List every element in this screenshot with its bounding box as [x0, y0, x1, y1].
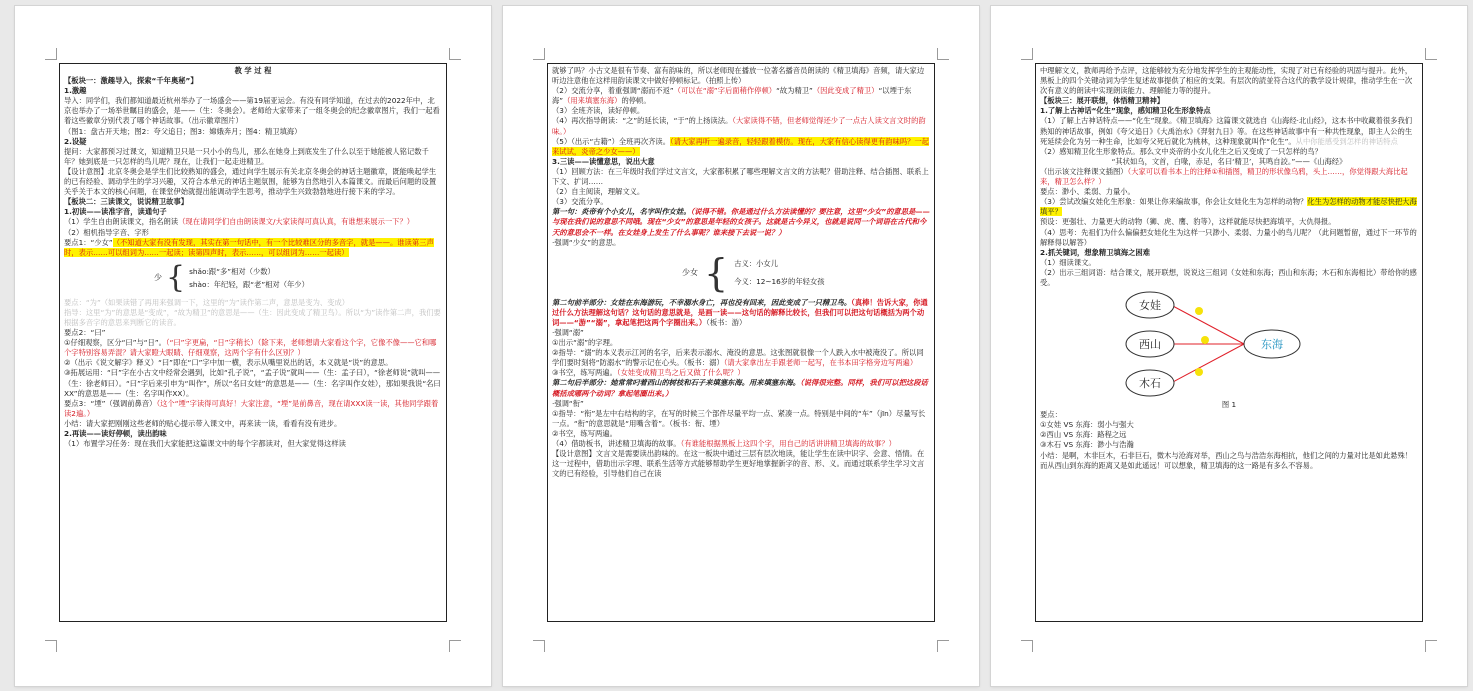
- gray-text: 从中你能感受到怎样的神话特点: [1295, 136, 1398, 146]
- text: “以堙于东海”: [552, 86, 912, 106]
- text: （3）尝试改编女娃化生形象：如果让你来编故事，你会让女娃化生为怎样的动物？: [1040, 197, 1308, 207]
- paragraph: 中理解文义，教师再给予点评，这能够较为充分地发挥学生的主观能动性，实现了对已有经验的巩固与提升。此外，黑板上的四个关键动词为学生复述故事提供了相应的支架。有层次的読並符合这代的教学设计规律，推动学生在一次次有意义的朗读中实现朗读能力、理解能力等的提升。: [1040, 66, 1413, 96]
- paragraph: [64, 238, 442, 258]
- paragraph: 指导：这里“为”的意思是“变成”，“故为精卫”的意思是——（生：因此变成了精卫鸟）。所以“为”读作第二声，我们要根据多音字的意思来判断它的读音。: [64, 307, 441, 327]
- figure-caption: 图 1: [1221, 400, 1237, 410]
- red-text: （“曰”字更扁，“日”字稍长）（除下来，老师想请大家看这个字，它像不像——它和哪个字特别容易弄混？请大家瞪大眼睛、仔细观察，这两个字有什么区别？）: [64, 338, 437, 358]
- subheading: 2.再读——读好停顿，读出韵味: [64, 429, 167, 438]
- red-text: （说得不错。你是通过什么方法读懂的？要注意，这里“少女”的意思是——与现在我们说的意思不同哦。现在“少女”的意思是年轻的女孩子。这就是古今异义，也就是说同一个词语在古代和今天的意思会不一样。在女娃身上发生了什么事呢？谁来接下去说一说？）: [552, 207, 930, 237]
- paragraph: [552, 137, 930, 157]
- bold-italic-text: 第二句后半部分：她常常叼着西山的树枝和石子来填塞东海。用来填塞东海。: [552, 378, 801, 388]
- text: （2）交流分享，着重强调“溺而不返”: [552, 86, 674, 96]
- paragraph: [552, 298, 930, 328]
- bracket-option: 古义：小女儿: [734, 258, 778, 268]
- paragraph: 【设计意图】文言文是需要读出韵味的。在这一板块中通过三层有层次地读，能让学生在读中识字、会意、悟情。在这一过程中，借助出示字理、联系生活等方式能够帮助学生更好地掌握新字的音、形、义。而通过联系学生学习文言文的已有经验，引导他们自己在读: [552, 449, 925, 479]
- subheading: 1.初读——读准字音，读通句子: [64, 207, 167, 217]
- section-heading: 【板块一：激趣导入，探索“千年奥秘”】: [64, 76, 198, 86]
- paragraph: [1040, 167, 1418, 187]
- table-cell[interactable]: [1035, 63, 1423, 622]
- red-text: （大家读得不错，但老师觉得还少了一点古人读文言文时的韵味。）: [552, 116, 926, 136]
- highlighted-text: （不知道大家有没有发现，其实在第一句话中，有一个比较难区分的多音字，就是——。谁读第三声时，表示……可以组词为……一起读；读第四声时，表示……，可以组词为……一起读）: [64, 237, 434, 257]
- red-text: （真棒！告诉大家，你通过什么方法理解这句话？这句话的意思就是，是画一读——这句话的解释比较长，但我们可以把这句话概括为两个动词——“游”“溺”，拿起笔把这两个字圈出来。）: [552, 297, 928, 327]
- red-text: （现在请同学们自由朗读课文/大家读得可真认真，有谁想来展示一下？）: [178, 217, 415, 227]
- crop-mark: [937, 48, 949, 60]
- paragraph: [1040, 197, 1418, 217]
- red-text: （可以在“溺”字后面稍作停顿）: [673, 86, 777, 96]
- sun-dot-icon: [1195, 307, 1203, 315]
- pronunciation-bracket: [64, 258, 442, 298]
- paragraph: （3）交流分享。: [552, 197, 608, 207]
- brace-icon: {: [704, 250, 729, 295]
- paragraph: [552, 116, 930, 136]
- paragraph: [552, 368, 930, 378]
- crop-mark: [1021, 640, 1033, 652]
- paragraph: ①女娃 VS 东海：弱小与强大: [1040, 420, 1134, 430]
- paragraph: [552, 86, 930, 106]
- crop-mark: [449, 640, 461, 652]
- text: 要点3：“堙”（强调前鼻音）: [64, 398, 157, 408]
- paragraph: [552, 439, 930, 449]
- paragraph: 导入：同学们，我们都知道最近杭州举办了一场盛会——第19届亚运会。有没有同学知道，在过去的2022年中，北京也举办了一场举世瞩目的盛会，是——（生：冬奥会）。老师给大家带来了一组冬奥会的纪念徽章图片，我们一起看着这些徽章分别代表了哪个神话故事。（出示徽章图片）: [64, 96, 440, 126]
- paragraph: [64, 338, 442, 358]
- subheading: 1.了解上古神话“化生”现象，感知精卫化生形象特点: [1040, 106, 1211, 116]
- quote: “其状如乌，文首，白喙，赤足，名曰‘精卫’，其鸣自詨。”——《山海经》: [1111, 156, 1347, 166]
- document-page-1: [15, 6, 491, 686]
- crop-mark: [533, 48, 545, 60]
- paragraph: （1）布置学习任务：现在我们大家能把这篇课文中的每个字都读对，但大家觉得这样读: [64, 439, 346, 449]
- paragraph: [1040, 116, 1418, 146]
- red-text: （有谁能根据黑板上这四个字，用自己的话讲讲精卫填海的故事？）: [680, 439, 896, 448]
- paragraph: [552, 207, 930, 237]
- paragraph: 预设：更强壮、力量更大的动物（狮、虎、鹰、豹等），这样就能尽快把海填平，大仇得报。: [1040, 217, 1336, 227]
- paragraph: 【设计意图】北京冬奥会是学生们比较熟知的盛会，通过向学生展示有关北京冬奥会的神话主题徽章，既能唤起学生的已有经验、调动学生的学习兴趣，又符合本单元的神话主题氛围，能够为自然地引入本篇课文。而最后问题的设置关乎关于本文的核心问题，在课堂伊始就提出能调动学生思考，推动学生兴致勃勃地进行接下来的学习。: [64, 166, 437, 197]
- table-cell[interactable]: [59, 63, 447, 622]
- crop-mark: [45, 640, 57, 652]
- paragraph: 要点：“为”（如果读错了再用来强调一下，这里的“为”读作第二声，意思是变为、变成）: [64, 297, 350, 307]
- subheading: 2.设疑: [64, 136, 87, 146]
- crop-mark: [1425, 48, 1437, 60]
- paragraph: 要点：: [1040, 410, 1062, 420]
- red-text: （因此变成了精卫）: [812, 86, 879, 96]
- paragraph: 小结：请大家把刚刚这些老师的贴心提示带入课文中，再来读一读，看看有没有进步。: [64, 418, 342, 428]
- subheading: 3.三读——读懂意思，说出大意: [552, 156, 655, 166]
- paragraph: ③拓展运用：“曰”字在小古文中经常会遇到，比如“孔子说”，“孟子说”就叫——（生：孟子曰），“徐老师说”就叫——（生：徐老师曰）。“曰”字后来引申为“叫作”，所以“名曰女娃”的意思是——（生：名字叫作女娃），那如果我说“名曰XX”的意思是——（生：名字叫作XX）。: [64, 368, 441, 398]
- node-label: 木石: [1139, 377, 1161, 391]
- paragraph: ②西山 VS 东海：路程之远: [1040, 430, 1127, 440]
- text: （板书：游）: [706, 317, 747, 327]
- text: （1）学生自由朗读课文，指名朗读: [64, 217, 179, 227]
- paragraph: 提问：大家都预习过课文，知道精卫只是一只小小的鸟儿，那么在她身上到底发生了什么以至于她能被人铭记数千年？她到底是一只怎样的鸟儿呢？现在，让我们一起走进精卫。: [64, 146, 429, 166]
- bracket-option: shǎo:跟“多”相对（少数）: [189, 266, 275, 276]
- paragraph: （1）细读课文。: [1040, 257, 1096, 267]
- text: （1）了解上古神话特点——“化生”现象。《精卫填海》这篇课文就选自《山海经·北山经》，这本书中收藏着很多我们熟知的神话故事，例如《夸父追日》《大禹治水》《羿射九日》等。在这些神话故事中有一种共性现象，即主人公的生死延续会化为另一种生命，比如夸父死后就化为桃林，这种现象就叫作“化生”。: [1040, 116, 1413, 146]
- paragraph: [552, 378, 930, 398]
- crop-mark: [1425, 640, 1437, 652]
- paragraph: 就够了吗？小古文是很有节奏、富有韵味的，所以老师现在播放一位著名播音员朗读的《精卫填海》音频，请大家边听边注意他在这样用韵读课文中做好停顿标记。（拍照上传）: [552, 66, 925, 86]
- paragraph: [64, 399, 442, 419]
- crop-mark: [45, 48, 57, 60]
- text: （出示该文注释课文插图）: [1040, 166, 1128, 176]
- table-cell[interactable]: [547, 63, 935, 622]
- text: ③书空，练写两遍。: [552, 368, 617, 378]
- crop-mark: [937, 640, 949, 652]
- paragraph: ②（出示《说文解字》释义）“曰”即在“口”字中加一横，表示从嘴里说出的话，本义就是“说”的意思。: [64, 358, 393, 368]
- bracket-option: 今义：12~16岁的年轻女孩: [734, 276, 825, 286]
- paragraph: （2）相机指导字音、字形: [64, 227, 149, 237]
- paragraph: [552, 348, 930, 368]
- section-heading: 【板块三：展开联想，体悟精卫精神】: [1040, 96, 1165, 106]
- node-label: 女娃: [1139, 299, 1161, 313]
- red-text: （大家可以看书本上的注释①和插图，精卫的形状像乌鸦，头上……，你觉得跟大海比起来，精卫怎么样？）: [1040, 166, 1408, 187]
- paragraph: （3）全班齐读，读好停顿。: [552, 106, 645, 116]
- text: （5）（出示“古籍”）全班再次齐读。: [552, 136, 671, 146]
- paragraph: ·强调“溺”: [552, 327, 584, 337]
- paragraph: （2）出示三组词语：结合课文，展开联想，说说这三组词（女娃和东海；西山和东海；木石和东海相比）带给你的感受。: [1040, 267, 1417, 287]
- highlighted-text: （请大家再听一遍录音，轻轻跟着模仿。现在，大家有信心读得更有韵味吗？一起来试试，炎帝之少女——）: [552, 136, 930, 156]
- red-text: （女娃变成精卫鸟之后又做了什么呢？）: [616, 368, 745, 378]
- paragraph: ②书空，练写两遍。: [552, 428, 617, 438]
- paragraph: ①出示“溺”的字理。: [552, 338, 618, 348]
- document-page-3: [991, 6, 1467, 686]
- crop-mark: [449, 48, 461, 60]
- paragraph: （1）回顾方法：在三年级时我们学过文言文，大家都积累了哪些理解文言文的方法呢？借助注释、结合插图、联系上下文、扩词……: [552, 166, 929, 187]
- paragraph: 要点：渺小、柔弱、力量小。: [1040, 187, 1135, 197]
- red-text: （请大家拿出左手跟老师一起写，在书本田字格旁边写两遍）: [723, 358, 918, 368]
- paragraph: （2）感知精卫化生形象特点。那么文中炎帝的小女儿化生之后又变成了一只怎样的鸟？: [1040, 146, 1322, 156]
- section-heading: 【板块二：三读课文，说说精卫故事】: [64, 197, 189, 207]
- paragraph: ·强调“衔”: [552, 398, 584, 408]
- bold-italic-text: 第一句：炎帝有个小女儿，名字叫作女娃。: [552, 207, 691, 217]
- document-page-2: [503, 6, 979, 686]
- text: “故为精卫”: [776, 86, 813, 96]
- paragraph: （4）思考：先祖们为什么偏偏把女娃化生为这样一只渺小、柔弱、力量小的鸟儿呢？（此问题暂留，通过下一环节的解释得以解答）: [1040, 227, 1417, 247]
- paragraph: 要点2：“曰”: [64, 328, 106, 338]
- bracket-option: shào：年纪轻，跟“老”相对（年少）: [189, 279, 309, 289]
- contrast-diagram: [1040, 288, 1418, 400]
- node-label: 西山: [1139, 338, 1161, 352]
- bold-italic-text: 第二句前半部分：女娃在东海游玩，不幸溺水身亡，再也没有回来，因此变成了一只精卫鸟。: [552, 297, 852, 307]
- subheading: 1.激趣: [64, 86, 87, 96]
- diagram-svg: [1040, 288, 1418, 400]
- paragraph: ①指导：“衔”是左中右结构的字，在写的时候三个部件尽量平均一点、紧凑一点。特别是中间的“车”（jīn）尽量写长一点。“衔”的意思就是“用嘴含着”。（板书：衔、堙）: [552, 408, 926, 428]
- sun-dot-icon: [1195, 368, 1203, 376]
- connector-line: [1171, 344, 1244, 383]
- paragraph: [64, 217, 442, 227]
- red-text: （用来填塞东海）: [563, 96, 622, 106]
- subheading: 2.抓关键词，想象精卫填海之困难: [1040, 247, 1151, 257]
- paragraph: （图1：盘古开天地；图2：夸父追日；图3：嫦娥奔月；图4：精卫填海）: [64, 126, 302, 136]
- red-text: （这个“堙”字读得可真好！大家注意，“堙”是前鼻音，现在请XXX读一读，其他同学跟着读2遍。）: [64, 398, 439, 418]
- text: （4）再次指导朗读：“之”的延长读，“于”的上扬读法。: [552, 116, 733, 126]
- bracket-key: 少: [154, 272, 162, 282]
- text: 的停顿。: [621, 96, 651, 106]
- meaning-bracket: [552, 248, 930, 298]
- bracket-key: 少女: [682, 267, 698, 277]
- paragraph: ③木石 VS 东海：渺小与浩瀚: [1040, 440, 1134, 450]
- crop-mark: [1021, 48, 1033, 60]
- highlighted-text: 化生为怎样的动物才能尽快把大海填平？: [1040, 197, 1417, 217]
- text: ②指导：“溺”的本义表示江河的名字，后来表示溺水、淹没的意思。这张图就很像一个人跌入水中被淹没了。所以同学们要时刻将“防溺水”的警示记在心头。（板书：溺）: [552, 348, 924, 368]
- red-text: （说得很完整。同样，我们可以把这段话概括成哪两个动词？拿起笔圈出来。）: [552, 378, 928, 398]
- sun-dot-icon: [1201, 336, 1209, 344]
- paragraph: 小结：是啊，木非巨木，石非巨石，微木与沧海对举，西山之鸟与浩浩东海相抗，他们之间的力量对比是如此悬殊！而从西山到东海的距离又是如此遥远！可以想象，精卫填海的这一路是有多么不容易。: [1040, 450, 1413, 470]
- text: （4）借助板书，讲述精卫填海的故事。: [552, 439, 681, 448]
- page-title: 教 学 过 程: [234, 66, 272, 75]
- paragraph: （2）自主阅读，理解文义。: [552, 187, 645, 197]
- brace-icon: {: [166, 259, 186, 295]
- paragraph: ·强调“少女”的意思。: [552, 237, 621, 247]
- sea-node-label: 东海: [1261, 338, 1283, 352]
- crop-mark: [533, 640, 545, 652]
- text: ①仔细观察，区分“曰”与“日”。: [64, 338, 166, 348]
- text: 要点1：“少女”: [64, 237, 113, 247]
